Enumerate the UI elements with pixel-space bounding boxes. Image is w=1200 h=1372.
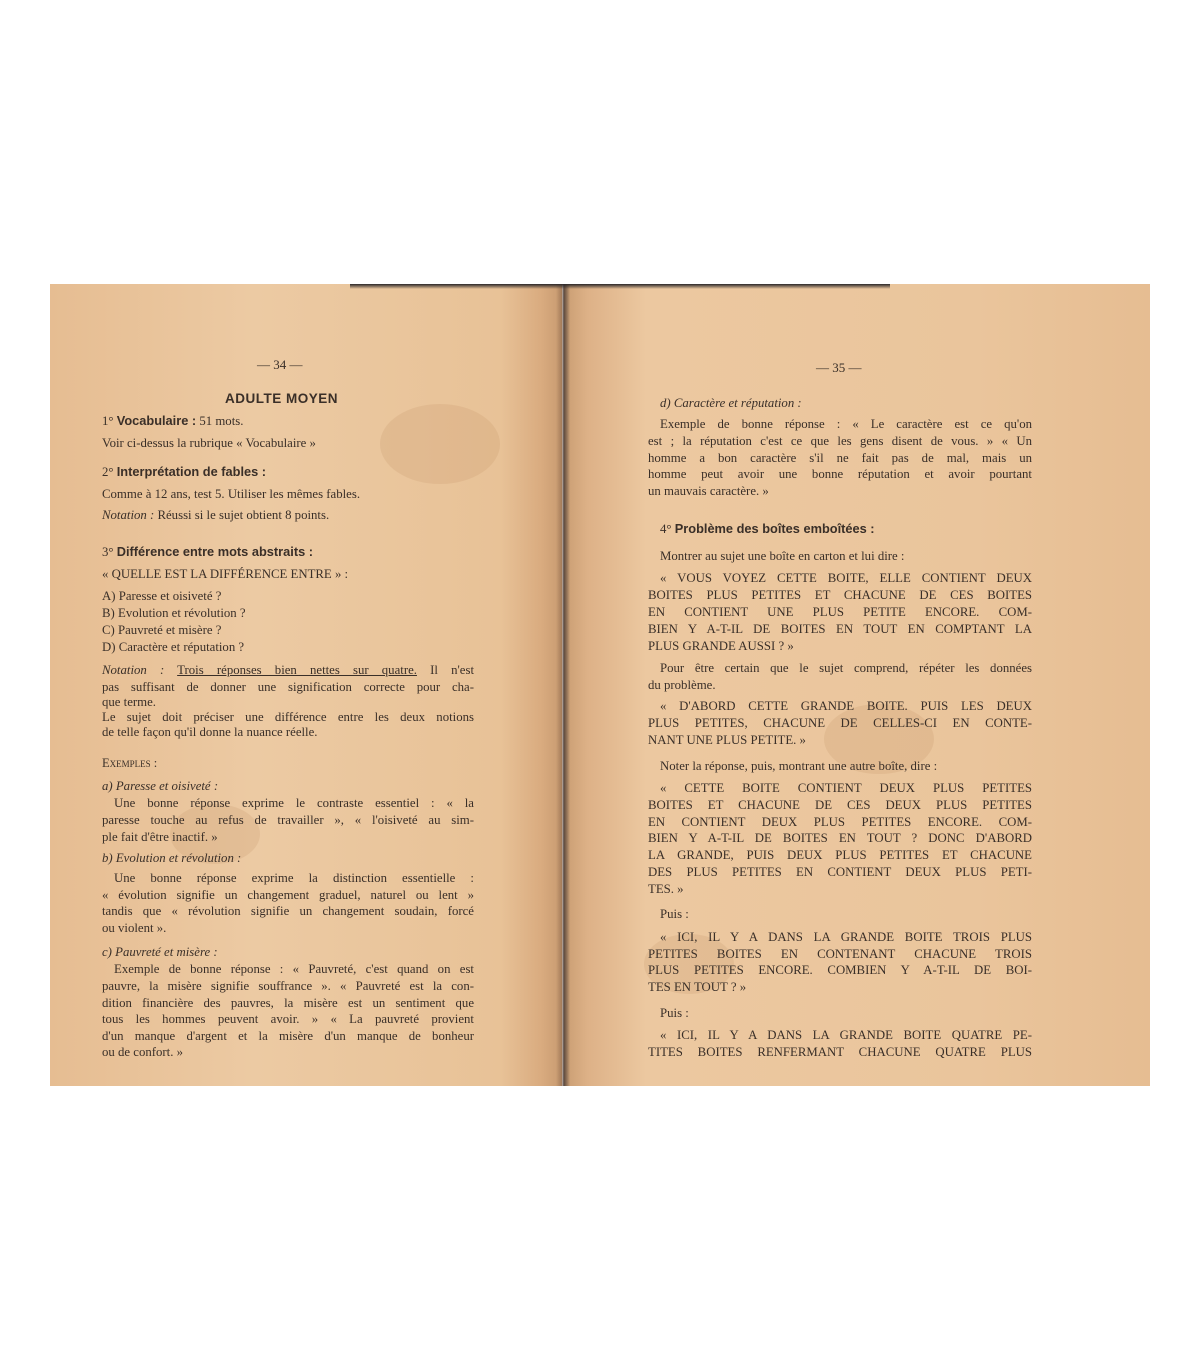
difference-heading: [102, 544, 313, 561]
notation-line: [102, 507, 329, 524]
examples-title: Exemples :: [102, 756, 158, 770]
quote-line: EN CONTIENT UNE PLUS PETITE ENCORE. COM-: [648, 605, 1032, 619]
right-page: [564, 284, 1150, 1086]
left-page: [50, 284, 562, 1086]
quote-line: « VOUS VOYEZ CETTE BOITE, ELLE CONTIENT DEUX: [660, 571, 1032, 585]
quote-line: BIEN Y A-T-IL DE BOITES EN TOUT ? DONC D'ABORD: [648, 831, 1032, 845]
paragraph-line: Une bonne réponse exprime le contraste essentiel : « la: [114, 796, 474, 810]
page-number: — 34 —: [257, 357, 303, 372]
paragraph-line: d'un manque d'argent et la misère d'un manque de bonheur: [102, 1029, 474, 1043]
paragraph-line: Exemple de bonne réponse : « Pauvreté, c'est quand on est: [114, 962, 474, 976]
quote-line: NANT UNE PLUS PETITE. »: [648, 733, 806, 747]
section-number: 3°: [102, 545, 114, 559]
paragraph: Puis :: [660, 907, 689, 921]
boites-heading: [660, 521, 875, 538]
paragraph-line: pauvre, la misère signifie souffrance ». « Pauvreté est la con-: [102, 979, 474, 993]
paragraph: Montrer au sujet une boîte en carton et lui dire :: [660, 549, 905, 563]
paragraph-line: Exemple de bonne réponse : « Le caractère est ce qu'on: [660, 417, 1032, 431]
paragraph-line: du problème.: [648, 678, 716, 692]
notation-label: Notation :: [102, 508, 155, 522]
section-number: 2°: [102, 465, 114, 479]
example-title: a) Paresse et oisiveté :: [102, 779, 219, 793]
example-title: b) Evolution et révolution :: [102, 851, 242, 865]
heading-label: Interprétation de fables :: [116, 464, 267, 479]
quote-line: BOITES PLUS PETITES ET CHACUNE DE CES BOITES: [648, 588, 1032, 602]
paragraph-line: « évolution signifie un changement graduel, naturel ou lent »: [102, 888, 474, 902]
paragraph-line: Une bonne réponse exprime la distinction essentielle :: [114, 871, 474, 885]
paragraph-line: Pour être certain que le sujet comprend, répéter les données: [660, 661, 1032, 675]
paragraph-line: que terme.: [102, 695, 157, 709]
paragraph-line: homme a bon caractère s'il ne fait pas de mal, mais un: [648, 451, 1032, 465]
paragraph: Comme à 12 ans, test 5. Utiliser les mêmes fables.: [102, 487, 361, 501]
open-booklet: [50, 284, 1150, 1086]
section-title: ADULTE MOYEN: [225, 391, 338, 406]
paragraph-line: pas suffisant de donner une signification correcte pour cha-: [102, 680, 474, 694]
section-number: 4°: [660, 522, 672, 536]
quote-line: TITES BOITES RENFERMANT CHACUNE QUATRE PLUS: [648, 1045, 1032, 1059]
example-title: c) Pauvreté et misère :: [102, 945, 218, 959]
heading-label: Différence entre mots abstraits :: [116, 544, 314, 559]
quote-line: « CETTE BOITE CONTIENT DEUX PLUS PETITES: [660, 781, 1032, 795]
question-line: « QUELLE EST LA DIFFÉRENCE ENTRE » :: [102, 567, 349, 581]
list-item: D) Caractère et réputation ?: [102, 640, 245, 654]
notation-text: Il n'est: [430, 663, 475, 677]
quote-line: TES. »: [648, 882, 684, 896]
cover-edge: [350, 284, 890, 289]
quote-line: LA GRANDE, PUIS DEUX PLUS PETITES ET CHACUNE: [648, 848, 1032, 862]
heading-label: Problème des boîtes emboîtées :: [674, 521, 875, 536]
quote-line: « ICI, IL Y A DANS LA GRANDE BOITE TROIS PLUS: [660, 930, 1032, 944]
paragraph-line: homme peut avoir une bonne réputation et avoir pourtant: [648, 467, 1032, 481]
quote-line: PLUS PETITES ENCORE. COMBIEN Y A-T-IL DE BOI-: [648, 963, 1032, 977]
heading-label: Vocabulaire :: [116, 413, 197, 428]
section-number: 1°: [102, 414, 114, 428]
quote-line: BIEN Y A-T-IL DE BOITES EN TOUT EN COMPTANT LA: [648, 622, 1032, 636]
paragraph: Puis :: [660, 1006, 689, 1020]
paragraph-line: paresse touche au refus de travailler », « l'oisiveté au sim-: [102, 813, 474, 827]
notation-line: [102, 662, 474, 679]
paragraph-line: ple fait d'être inactif. »: [102, 830, 218, 844]
paragraph-line: ou de confort. »: [102, 1045, 184, 1059]
list-item: A) Paresse et oisiveté ?: [102, 589, 222, 603]
book-gutter: [556, 284, 570, 1086]
list-item: C) Pauvreté et misère ?: [102, 623, 222, 637]
paragraph-line: dition financière des pauvres, la misère est un sentiment que: [102, 996, 474, 1010]
quote-line: PLUS PETITES, CHACUNE DE CELLES-CI EN CONTE-: [648, 716, 1032, 730]
quote-line: TES EN TOUT ? »: [648, 980, 747, 994]
paragraph-line: un mauvais caractère. »: [648, 484, 769, 498]
paragraph: Noter la réponse, puis, montrant une autre boîte, dire :: [660, 759, 938, 773]
quote-line: EN CONTIENT DEUX PLUS PETITES ENCORE. COM-: [648, 815, 1032, 829]
paragraph-line: est ; la réputation c'est ce que les gens disent de vous. » « Un: [648, 434, 1032, 448]
paragraph-line: tandis que « révolution signifie un changement soudain, forcé: [102, 904, 474, 918]
paragraph: Voir ci-dessus la rubrique « Vocabulaire »: [102, 436, 316, 450]
page-number: — 35 —: [816, 360, 862, 375]
paragraph-line: de telle façon qu'il donne la nuance réelle.: [102, 725, 318, 739]
quote-line: BOITES ET CHACUNE DE CES DEUX PLUS PETITES: [648, 798, 1032, 812]
paragraph-line: tous les hommes peuvent avoir. » « La pauvreté provient: [102, 1012, 474, 1026]
quote-line: PLUS GRANDE AUSSI ? »: [648, 639, 794, 653]
quote-line: DES PLUS PETITES EN CONTIENT DEUX PLUS PETI-: [648, 865, 1032, 879]
paragraph-line: Le sujet doit préciser une différence entre les deux notions: [102, 710, 474, 724]
example-title: d) Caractère et réputation :: [660, 396, 802, 410]
quote-line: « D'ABORD CETTE GRANDE BOITE. PUIS LES DEUX: [660, 699, 1032, 713]
notation-text: Réussi si le sujet obtient 8 points.: [157, 508, 330, 522]
fables-heading: [102, 464, 266, 481]
notation-label: Notation :: [102, 663, 165, 677]
quote-line: PETITES BOITES EN CONTENANT CHACUNE TROIS: [648, 947, 1032, 961]
paragraph-line: ou violent ».: [102, 921, 167, 935]
quote-line: « ICI, IL Y A DANS LA GRANDE BOITE QUATRE PE-: [660, 1028, 1032, 1042]
notation-underlined: Trois réponses bien nettes sur quatre.: [177, 663, 417, 677]
heading-value: 51 mots.: [199, 414, 244, 428]
list-item: B) Evolution et révolution ?: [102, 606, 246, 620]
vocabulaire-heading: [102, 413, 243, 430]
